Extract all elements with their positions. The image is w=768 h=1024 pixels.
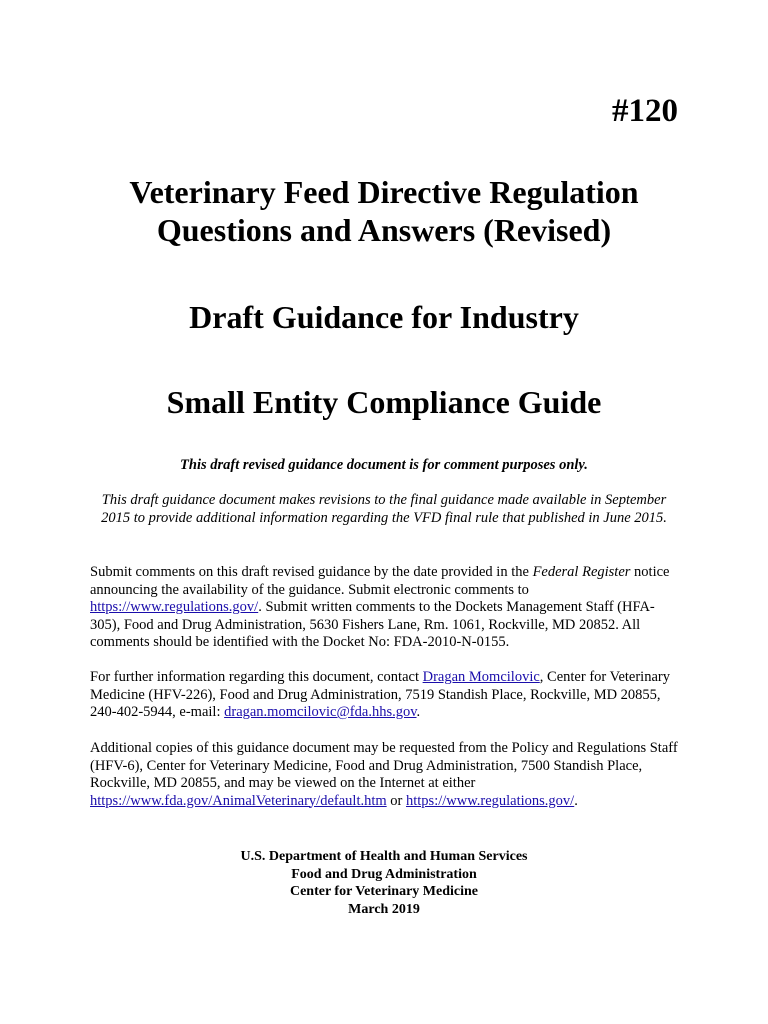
para1-text-1: Submit comments on this draft revised guidance by the date provided in the — [90, 564, 533, 580]
title-line-1: Veterinary Feed Directive Regulation — [129, 174, 639, 210]
contact-name-link[interactable]: Dragan Momcilovic — [422, 669, 540, 685]
subtitle-compliance-guide: Small Entity Compliance Guide — [166, 384, 602, 420]
regulations-gov-link[interactable]: https://www.regulations.gov/ — [90, 599, 259, 615]
footer-department: U.S. Department of Health and Human Services — [240, 849, 528, 864]
agency-footer — [0, 848, 768, 918]
submit-comments-paragraph — [90, 564, 680, 652]
para3-text-1: Additional copies of this guidance document may be requested from the Policy and Regulations Staff (HFV-6), Center for Veterinary Medicine, Food and Drug Administration, 7500 Standish Place, Rockville, MD 20855, and may be viewed on the Internet at either — [90, 740, 678, 791]
comment-purposes-notice: This draft revised guidance document is for comment purposes only. — [180, 457, 588, 473]
para2-text-1: For further information regarding this document, contact — [90, 669, 423, 685]
fda-animal-veterinary-link[interactable]: https://www.fda.gov/AnimalVeterinary/default.htm — [90, 792, 387, 809]
contact-email-link[interactable]: dragan.momcilovic@fda.hhs.gov — [224, 704, 417, 720]
para2-text-2: , Center for Veterinary Medicine (HFV-226), Food and Drug Administration, 7519 Standish Place, Rockville, MD 20855, 240-402-5944, e-mail: — [90, 669, 670, 720]
para3-text-2: . — [574, 792, 578, 809]
para3-or-text: or — [386, 792, 406, 809]
title-line-2: Questions and Answers (Revised) — [156, 212, 612, 248]
subtitle-draft-guidance: Draft Guidance for Industry — [189, 299, 579, 335]
para1-text-2: notice announcing the availability of the guidance. Submit electronic comments to — [90, 564, 670, 598]
document-title — [0, 173, 768, 249]
federal-register-text: Federal Register — [532, 564, 631, 580]
footer-fda: Food and Drug Administration — [291, 866, 477, 882]
contact-paragraph — [90, 669, 680, 722]
document-number: #120 — [612, 93, 678, 129]
footer-date: March 2019 — [348, 901, 420, 917]
regulations-gov-link-2[interactable]: https://www.regulations.gov/ — [406, 792, 575, 809]
para1-text-3: . Submit written comments to the Dockets Management Staff (HFA-305), Food and Drug Administration, 5630 Fishers Lane, Rm. 1061, Rockville, MD 20852. All comments should be identified with the Docket No: FDA-2010-N-0155. — [90, 599, 655, 650]
footer-cvm: Center for Veterinary Medicine — [289, 884, 479, 899]
additional-copies-paragraph — [90, 740, 680, 810]
para2-text-3: . — [416, 704, 421, 720]
revision-notice: This draft guidance document makes revisions to the final guidance made available in September 2015 to provide additional information regarding the VFD final rule that published in June 2015. — [101, 492, 667, 526]
